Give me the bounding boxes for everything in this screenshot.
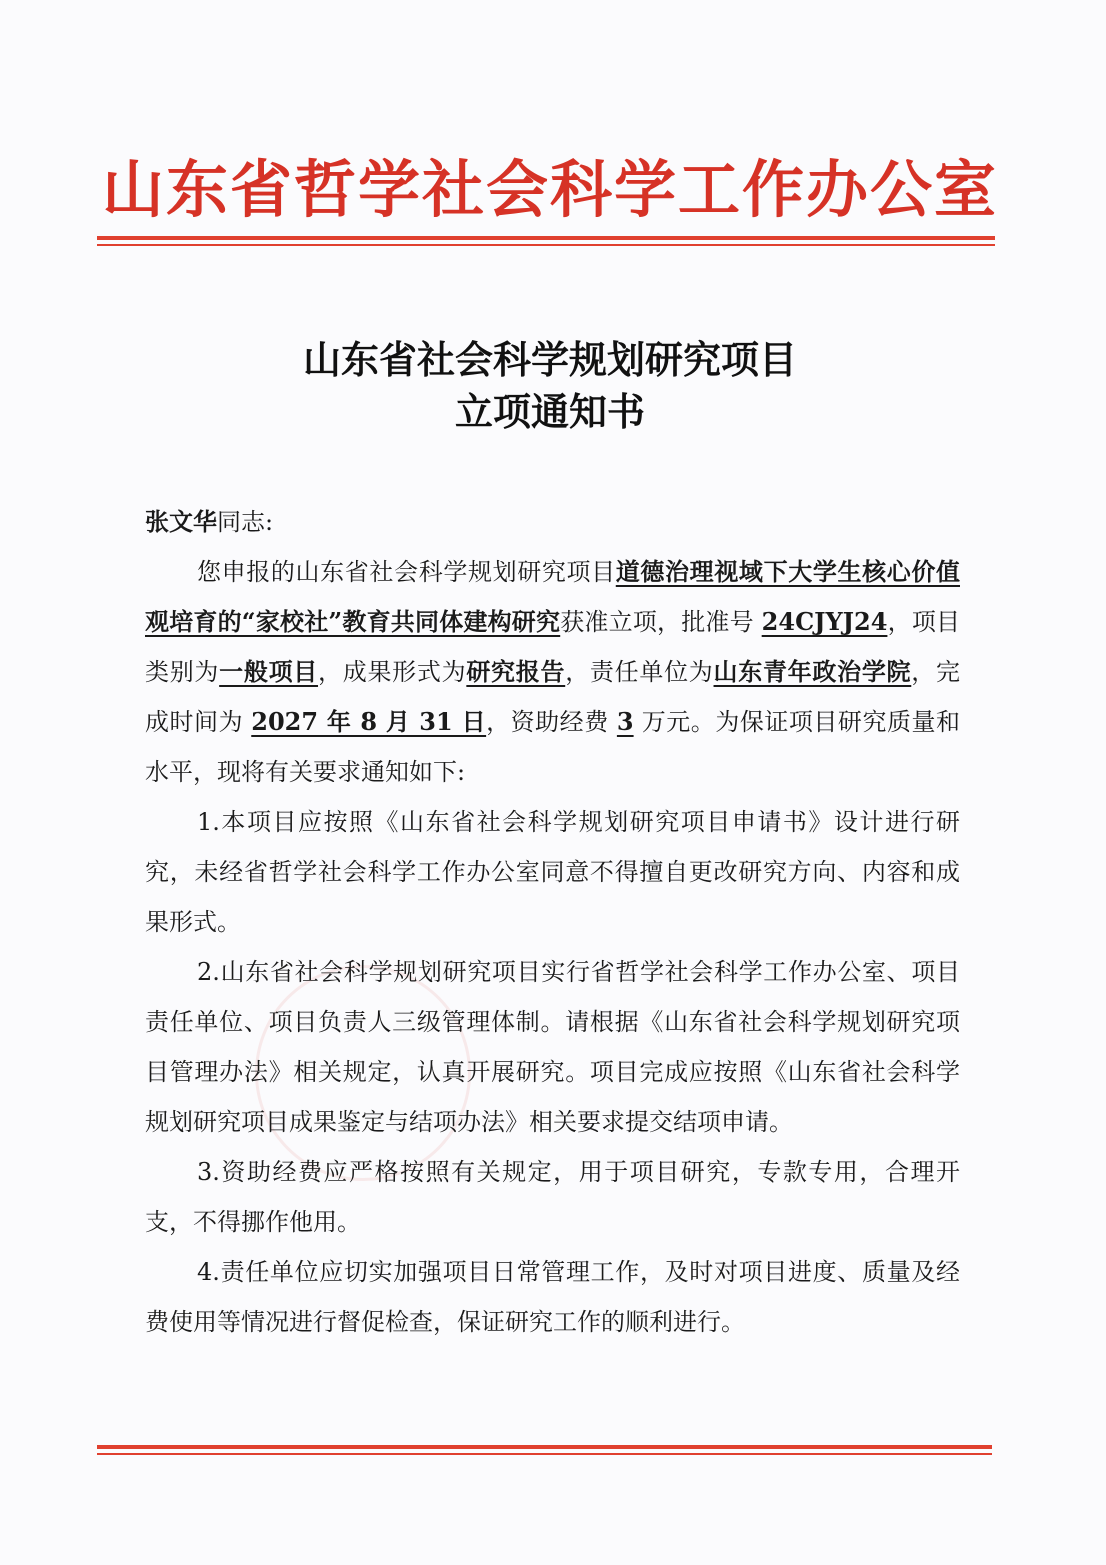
intro-text-2: 获准立项，批准号 (560, 608, 754, 636)
salutation (145, 497, 960, 547)
result-form: 研究报告 (466, 657, 566, 686)
requirement-item-1: 1.本项目应按照《山东省社会科学规划研究项目申请书》设计进行研究，未经省哲学社会科学工作办公室同意不得擅自更改研究方向、内容和成果形式。 (145, 808, 960, 936)
document-title-line1: 山东省社会科学规划研究项目 (302, 337, 797, 382)
approval-number: 24CJYJ24 (761, 607, 888, 636)
project-name: 道德治理视域下大学生核心价值观培育的“家校社”教育共同体建构研究 (145, 557, 960, 636)
intro-text-7: ，资助经费 (486, 708, 609, 736)
intro-text-4: ，成果形式为 (318, 658, 467, 686)
requirement-item-4: 4.责任单位应切实加强项目日常管理工作，及时对项目进度、质量及经费使用等情况进行督促检查，保证研究工作的顺利进行。 (145, 1258, 960, 1336)
bottom-red-rule-thin (97, 1453, 992, 1455)
intro-text-3: ，项目类别为 (145, 608, 961, 686)
funding-amount: 3 (616, 707, 634, 736)
recipient-name: 张文华 (145, 507, 217, 536)
intro-text-5: ，责任单位为 (565, 658, 714, 686)
document-title-line2: 立项通知书 (454, 389, 645, 434)
requirement-item-2: 2.山东省社会科学规划研究项目实行省哲学社会科学工作办公室、项目责任单位、项目负责人三级管理体制。请根据《山东省社会科学规划研究项目管理办法》相关规定，认真开展研究。项目完成应按照《山东省社会科学规划研究项目成果鉴定与结项办法》相关要求提交结项申请。 (145, 958, 960, 1136)
bottom-red-rule (97, 1445, 992, 1449)
requirement-item-3: 3.资助经费应严格按照有关规定，用于项目研究，专款专用，合理开支，不得挪作他用。 (145, 1158, 960, 1236)
responsible-unit: 山东青年政治学院 (713, 657, 912, 686)
intro-text-8: 万元。为保证项目研究质量和水平，现将有关要求通知如下: (145, 708, 961, 786)
intro-text-1: 您申报的山东省社会科学规划研究项目 (197, 558, 616, 586)
notice-body (145, 497, 960, 1347)
intro-paragraph (145, 547, 960, 797)
intro-text-6: ，完成时间为 (145, 658, 960, 736)
org-masthead: 山东省哲学社会科学工作办公室 (101, 153, 998, 226)
top-red-rule (97, 236, 995, 240)
salutation-suffix: 同志: (217, 508, 274, 536)
top-red-rule-thin (97, 244, 995, 246)
project-category: 一般项目 (219, 657, 319, 686)
deadline-date: 2027 年 8 月 31 日 (251, 707, 487, 736)
